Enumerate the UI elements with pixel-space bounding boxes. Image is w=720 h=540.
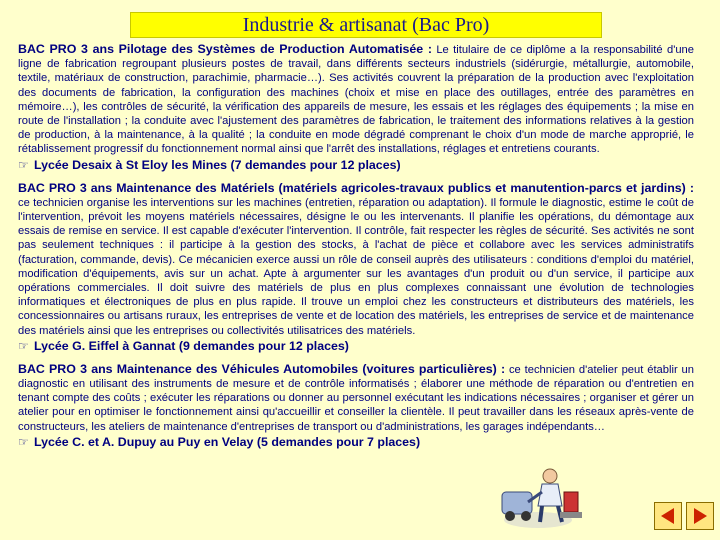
section-text	[18, 362, 694, 434]
section-text	[18, 42, 694, 157]
hand-pointer-icon: ☞	[18, 157, 29, 172]
lycee-text: Lycée Desaix à St Eloy les Mines (7 demandes pour 12 places)	[34, 157, 401, 172]
hand-pointer-icon: ☞	[18, 434, 29, 449]
page-title: Industrie & artisanat (Bac Pro)	[130, 12, 602, 38]
section-pilotage	[18, 42, 694, 173]
lycee-line	[18, 435, 694, 450]
mechanic-clipart	[498, 462, 588, 532]
section-maintenance-materiels	[18, 181, 694, 354]
lycee-text: Lycée G. Eiffel à Gannat (9 demandes pour 12 places)	[34, 338, 349, 353]
section-body: Le titulaire de ce diplôme a la responsabilité d'une ligne de fabrication regroupant plusieurs postes de travail, dans différents secteurs industriels (sidérurgie, métallurgie, automobile, textile, matériaux de construction, parachimie, pharmacie…). Ses activités couvrent la préparation de la production avec l'exploitation des documents de fabrication, la configuration des machines (choix et mise en place des outillages, entrée des paramètres en mémoire…), les contrôles de sécurité, la vérification des appareils de mesure, les essais et les réglages des équipements ; la mise en route de l'installation ; la conduite avec l'ajustement des paramètres de fabrication, le traitement des informations relatives à la gestion de production, à la maintenance, à la qualité ; la conduite en mode dégradé comprenant le choix d'un mode de marche approprié, le rétablissement progressif du fonctionnement normal ainsi que l'arrêt des installations, réglages et entretiens courants.	[18, 44, 694, 156]
content	[18, 42, 694, 458]
lycee-text: Lycée C. et A. Dupuy au Puy en Velay (5 demandes pour 7 places)	[34, 434, 421, 449]
section-heading: BAC PRO 3 ans Pilotage des Systèmes de Production Automatisée :	[18, 42, 432, 56]
section-body: ce technicien organise les interventions sur les machines (entretien, réparation ou adaptation). Il formule le diagnostic, estime le coût de l'intervention, prévoit les moyens matériels nécessaires, désigne le ou les intervenants. Il planifie les opérations, du démontage aux essais de remise en service. Il est capable d'exécuter l'intervention. Il contrôle, fait respecter les règles de sécurité. Ses activités ne sont pas seulement techniques : il participe à la gestion des stocks, à l'achat de pièce et collabore avec les services administratifs (facturation, commande, devis). Ce mécanicien exerce aussi un rôle de conseil auprès des utilisateurs : conditions d'emploi du matériel, modification d'équipements, avis sur un achat. Apte à argumenter sur les avantages d'un produit ou d'un service, il participe aux opérations commerciales. Il doit suivre des matériels de plus en plus complexes connaissant une évolution de technologies informatiques et électroniques de plus en plus rapide. Il trouve un emploi chez les constructeurs et distributeurs des matériels, les concessionnaires ou artisans ruraux, les entreprises de vente et de location des matériels, les entreprises de service et de maintenance des matériels ainsi que les entreprises ou collectivités utilisatrices des matériels.	[18, 196, 694, 337]
section-body: ce technicien d'atelier peut établir un diagnostic en utilisant des instruments de mesure et de contrôle informatisés ; élaborer une méthode de réparation ou d'entretien en tenant compte des coûts ; exécuter les réparations ou donner au personnel exécutant les indications nécessaires ; organiser et gérer un atelier pour en optimiser le fonctionnement ainsi qu'accueillir et conseiller la clientèle. Il peut travailler dans les réseaux après-vente de constructeurs, les ateliers de maintenance d'entreprises de transport ou d'administrations, les garages indépendants…	[18, 363, 695, 433]
section-heading: BAC PRO 3 ans Maintenance des Matériels (matériels agricoles-travaux publics et manutention-parcs et jardins) :	[18, 180, 694, 195]
section-maintenance-vehicules	[18, 362, 694, 450]
lycee-line	[18, 158, 694, 173]
lycee-line	[18, 339, 694, 354]
section-text	[18, 181, 694, 338]
back-arrow-icon[interactable]	[654, 502, 682, 530]
forward-arrow-icon[interactable]	[686, 502, 714, 530]
hand-pointer-icon: ☞	[18, 338, 29, 353]
section-heading: BAC PRO 3 ans Maintenance des Véhicules Automobiles (voitures particulières) :	[18, 361, 506, 376]
